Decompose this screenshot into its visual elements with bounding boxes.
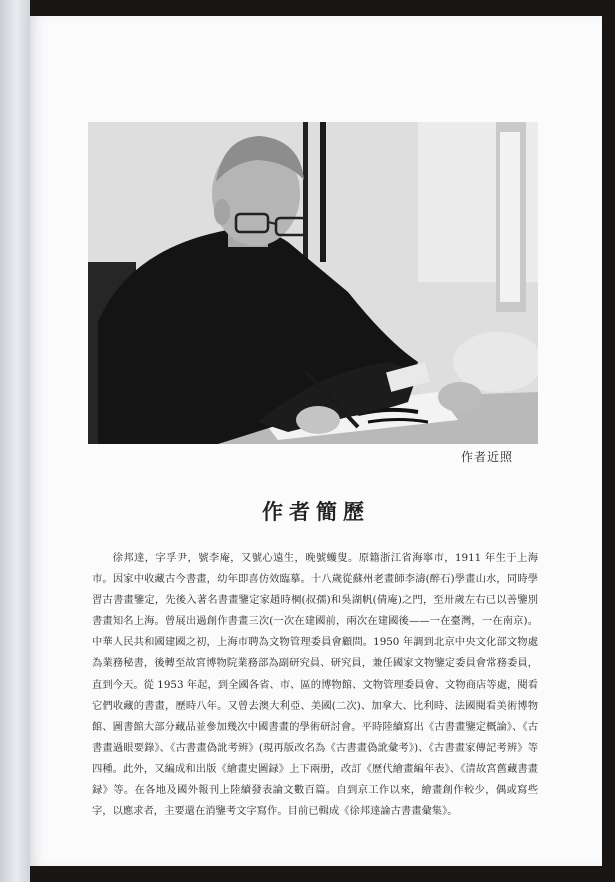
author-photo — [88, 122, 538, 444]
book-spine — [0, 0, 30, 882]
section-title: 作者簡歷 — [262, 499, 370, 524]
biography-text: 徐邦達，字孚尹，號李庵，又號心遠生，晚號蠖叟。原籍浙江省海寧市，1911 年生于上海市。因家中收藏古今書畫，幼年即喜仿效臨摹。十八歲從蘇州老畫師李濤(醉石)學畫山水，同時學習古書畫鑒定，先後入著名書畫鑒定家趙時棡(叔孺)和吳湖帆(倩庵)之門，至卅歲左右已以善鑒別書畫知名上海。曾展出過創作書畫三次(一次在建國前，兩次在建國後——一在臺灣，一在南京)。中華人民共和國建國之初，上海市聘為文物管理委員會顧問。1950 年調到北京中央文化部文物處為業務秘書，後轉至故宮博物院業務部為副研究員、研究員，兼任國家文物鑒定委員會常務委員，直到今天。從 1953 年起，到全國各省、市、區的博物館、文物管理委員會、文物商店等處，閱看它們收藏的書畫，歷時八年。又曾去澳大利亞、美國(二次)、加拿大、比利時、法國閱看美術博物館、圖書館大部分藏品並參加幾次中國書畫的學術研討會。平時陸續寫出《古書畫鑒定概論》、《古書畫過眼要錄》、《古書畫偽訛考辨》(現再版改名為《古書畫偽訛彙考》)、《古書畫家傳記考辨》等四種。此外，又編成和出版《繪畫史圖録》上下兩册，改訂《歷代繪畫編年表》、《清故宮舊藏書畫録》等。在各地及國外報刊上陸續發表論文數百篇。自到京工作以來，繪畫創作較少，偶或寫些字，以應求者，主要還在消鑒考文字寫作。目前已輯成《徐邦達論古書畫彙集》。 — [92, 552, 538, 818]
photo-caption: 作者近照 — [461, 450, 514, 464]
book-page — [30, 16, 602, 866]
